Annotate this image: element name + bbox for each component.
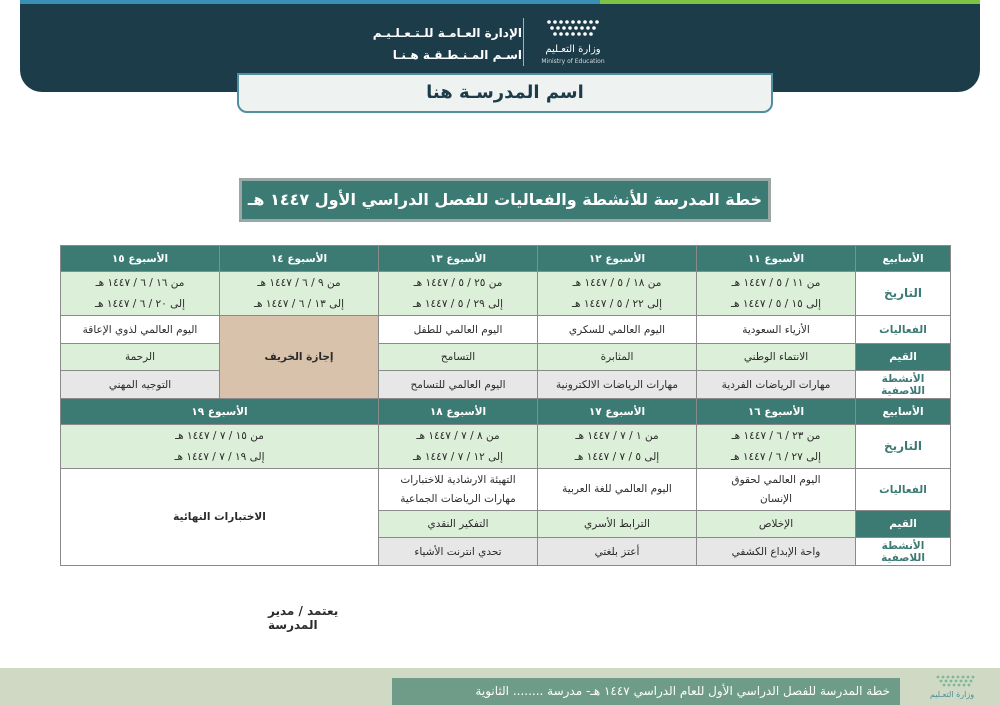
label-date: التاريخ: [856, 272, 951, 316]
table-row-extracurricular-1: [61, 371, 951, 399]
org-line-2: اسـم المـنـطـقـة هـنـا: [392, 48, 522, 62]
extracurricular-cell: أعتز بلغتي: [538, 538, 697, 566]
week-header: الأسبوع ١٤: [220, 246, 379, 272]
value-cell: التفكير النقدي: [379, 511, 538, 538]
date-to: إلى ٢٩ / ٥ / ١٤٤٧ هـ: [412, 297, 504, 310]
value-cell: الرحمة: [61, 344, 220, 371]
principal-approval: يعتمد / مدير المدرسة: [268, 604, 339, 632]
event-line-1: اليوم العالمي لحقوق: [731, 473, 821, 486]
footer-logo-icon: [934, 674, 980, 688]
value-cell: التسامح: [379, 344, 538, 371]
label-date: التاريخ: [856, 425, 951, 469]
week-header: الأسبوع ١٢: [538, 246, 697, 272]
event-cell: [379, 469, 538, 511]
date-from: من ١١ / ٥ / ١٤٤٧ هـ: [731, 276, 821, 289]
date-cell: [220, 272, 379, 316]
date-to: إلى ١٥ / ٥ / ١٤٤٧ هـ: [730, 297, 822, 310]
value-cell: الإخلاص: [697, 511, 856, 538]
activities-plan-table: [60, 245, 951, 566]
label-values: القيم: [856, 511, 951, 538]
week-header: الأسبوع ١٩: [61, 399, 379, 425]
ministry-logo: [533, 16, 613, 70]
date-to: إلى ٢٠ / ٦ / ١٤٤٧ هـ: [94, 297, 186, 310]
footer-logo-text: وزارة التعـليم: [929, 690, 975, 699]
table-row-dates-2: [61, 425, 951, 469]
extracurricular-cell: اليوم العالمي للتسامح: [379, 371, 538, 399]
value-cell: الترابط الأسري: [538, 511, 697, 538]
event-cell: اليوم العالمي للطفل: [379, 316, 538, 344]
date-from: من ٢٥ / ٥ / ١٤٤٧ هـ: [413, 276, 503, 289]
date-cell: [538, 272, 697, 316]
date-from: من ١٨ / ٥ / ١٤٤٧ هـ: [572, 276, 662, 289]
event-cell: اليوم العالمي لذوي الإعاقة: [61, 316, 220, 344]
extracurricular-cell: تحدي انترنت الأشياء: [379, 538, 538, 566]
value-cell: المثابرة: [538, 344, 697, 371]
date-cell: [697, 425, 856, 469]
footer-text: خطة المدرسة للفصل الدراسي الأول للعام الدراسي ١٤٤٧ هـ- مدرسة ........ الثانوية: [392, 678, 900, 705]
label-extracurricular: الأنشطة اللاصفية: [856, 371, 951, 399]
event-cell: [697, 469, 856, 511]
table-row-events-2: [61, 469, 951, 511]
date-from: من ٨ / ٧ / ١٤٤٧ هـ: [416, 429, 500, 442]
event-line-1: اليوم العالمي للغة العربية: [562, 483, 672, 495]
ministry-logo-icon: [543, 18, 603, 40]
extracurricular-cell: مهارات الرياضات الفردية: [697, 371, 856, 399]
header-divider: [523, 18, 524, 66]
table-row-weeks-2: [61, 399, 951, 425]
date-cell: [379, 272, 538, 316]
final-exams-cell: الاختبارات النهائية: [61, 469, 379, 566]
org-block: [322, 22, 522, 66]
ministry-name-en: Ministry of Education: [541, 58, 605, 65]
plan-title: خطة المدرسة للأنشطة والفعاليات للفصل الدراسي الأول ١٤٤٧ هـ: [239, 178, 771, 222]
event-line-2: مهارات الرياضات الجماعية: [400, 492, 516, 505]
event-cell: اليوم العالمي للسكري: [538, 316, 697, 344]
org-line-1: الإدارة العـامـة للـتـعـلـيـم: [372, 26, 522, 40]
event-cell: الأزياء السعودية: [697, 316, 856, 344]
week-header: الأسبوع ١٥: [61, 246, 220, 272]
week-header: الأسبوع ١١: [697, 246, 856, 272]
date-cell: [538, 425, 697, 469]
extracurricular-cell: واحة الإبداع الكشفي: [697, 538, 856, 566]
date-from: من ١٥ / ٧ / ١٤٤٧ هـ: [175, 429, 264, 442]
table-row-events-1: [61, 316, 951, 344]
date-to: إلى ٢٢ / ٥ / ١٤٤٧ هـ: [571, 297, 663, 310]
table-row-values-1: [61, 344, 951, 371]
label-events: الفعاليات: [856, 469, 951, 511]
week-header: الأسبوع ١٧: [538, 399, 697, 425]
event-line-2: الإنسان: [759, 492, 793, 505]
label-values: القيم: [856, 344, 951, 371]
ministry-name-ar: وزارة التعـليم: [545, 44, 601, 55]
extracurricular-cell: التوجيه المهني: [61, 371, 220, 399]
date-cell: [61, 425, 379, 469]
week-header: الأسبوع ١٦: [697, 399, 856, 425]
autumn-holiday-cell: إجازة الخريف: [220, 316, 379, 399]
extracurricular-cell: مهارات الرياضات الالكترونية: [538, 371, 697, 399]
label-weeks: الأسابيع: [856, 246, 951, 272]
label-weeks: الأسابيع: [856, 399, 951, 425]
date-from: من ١٦ / ٦ / ١٤٤٧ هـ: [95, 276, 185, 289]
date-cell: [697, 272, 856, 316]
label-extracurricular: الأنشطة اللاصفية: [856, 538, 951, 566]
school-name: اسم المدرسـة هنا: [237, 73, 773, 113]
date-to: إلى ١٢ / ٧ / ١٤٤٧ هـ: [412, 450, 504, 463]
date-cell: [61, 272, 220, 316]
value-cell: الانتماء الوطني: [697, 344, 856, 371]
date-to: إلى ٥ / ٧ / ١٤٤٧ هـ: [574, 450, 660, 463]
event-cell: [538, 469, 697, 511]
date-to: إلى ١٩ / ٧ / ١٤٤٧ هـ: [174, 450, 265, 463]
event-line-1: التهيئة الارشادية للاختبارات: [400, 473, 516, 486]
date-cell: [379, 425, 538, 469]
week-header: الأسبوع ١٨: [379, 399, 538, 425]
table-row-dates-1: [61, 272, 951, 316]
label-events: الفعاليات: [856, 316, 951, 344]
date-from: من ١ / ٧ / ١٤٤٧ هـ: [575, 429, 659, 442]
date-to: إلى ١٣ / ٦ / ١٤٤٧ هـ: [253, 297, 345, 310]
date-from: من ٩ / ٦ / ١٤٤٧ هـ: [257, 276, 341, 289]
date-to: إلى ٢٧ / ٦ / ١٤٤٧ هـ: [730, 450, 822, 463]
week-header: الأسبوع ١٣: [379, 246, 538, 272]
table-row-weeks-1: [61, 246, 951, 272]
date-from: من ٢٣ / ٦ / ١٤٤٧ هـ: [731, 429, 821, 442]
footer-logo: [912, 672, 992, 702]
